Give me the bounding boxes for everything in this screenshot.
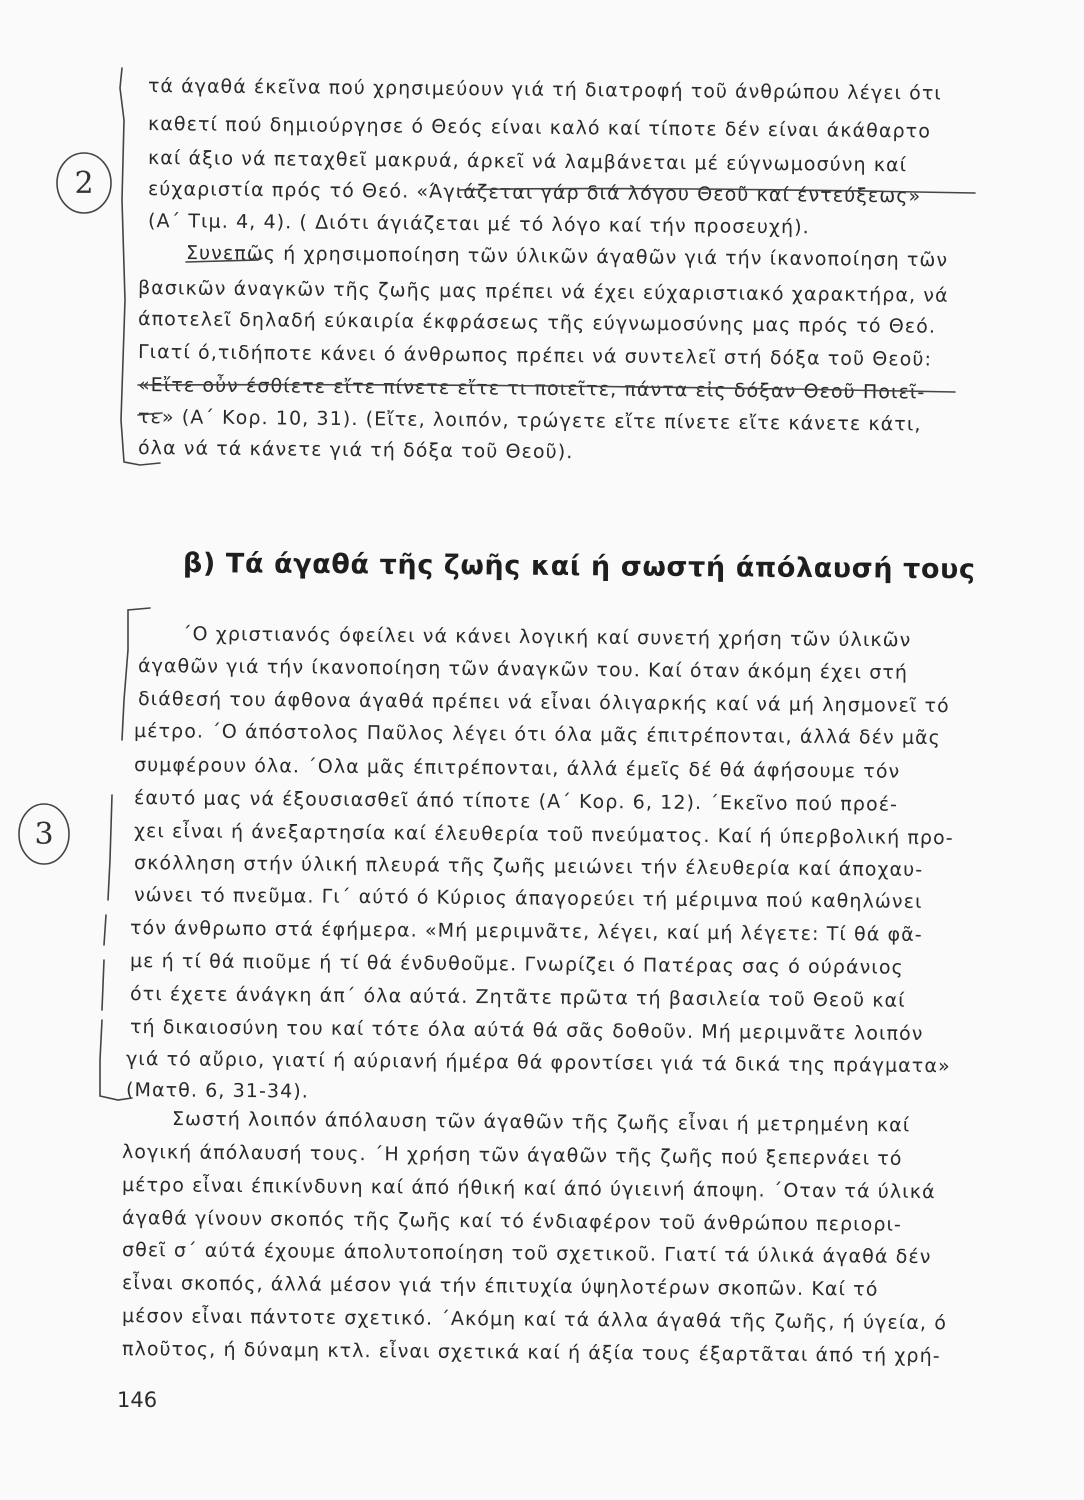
text-line: πλοῦτος, ή δύναμη κτλ. εἶναι σχετικά καί ή άξία τους έξαρτᾶται άπό τή χρή- xyxy=(121,1338,941,1368)
text-line: όλα νά τά κάνετε γιά τή δόξα τοῦ Θεοῦ). xyxy=(137,437,574,464)
text-line: σθεῖ σ΄ αύτά έχουμε άπολυτοποίηση τοῦ σχετικοῦ. Γιατί τά ύλικά άγαθά δέν xyxy=(121,1239,932,1269)
text-line: μέσον εἶναι πάντοτε σχετικό. ΄Ακόμη καί τά άλλα άγαθά τῆς ζωῆς, ή ύγεία, ό xyxy=(121,1305,948,1335)
text-line: άγαθῶν γιά τήν ίκανοποίηση τῶν άναγκῶν του. Καί όταν άκόμη έχει στή xyxy=(137,655,909,684)
text-line: εύχαριστία πρός τό Θεό. «Άγιάζεται γάρ διά λόγου Θεοῦ καί έντεύξεως» xyxy=(147,178,922,208)
text-line: νώνει τό πνεῦμα. Γι΄ αύτό ό Κύριος άπαγορεύει τή μέριμνα πού καθηλώνει xyxy=(133,884,923,913)
text-line: (Ματθ. 6, 31-34). xyxy=(125,1079,310,1103)
text-line: άποτελεῖ δηλαδή εύκαιρία έκφράσεως τῆς εύγνωμοσύνης μας πρός τό Θεό. xyxy=(137,308,937,338)
text-line: καί άξιο νά πεταχθεῖ μακρυά, άρκεῖ νά λαμβάνεται μέ εύγνωμοσύνη καί xyxy=(147,147,908,177)
text-line: μέτρο εἶναι έπικίνδυνη καί άπό ήθική καί άπό ύγιεινή άποψη. ΄Οταν τά ύλικά xyxy=(121,1174,936,1204)
text-line: τή δικαιοσύνη του καί τότε όλα αύτά θά σᾶς δοθοῦν. Μή μεριμνᾶτε λοιπόν xyxy=(129,1016,924,1045)
text-line: μέτρο. ΄Ο άπόστολος Παῦλος λέγει ότι όλα μᾶς έπιτρέπονται, άλλά δέν μᾶς xyxy=(133,720,942,750)
text-line: γιά τό αὔριο, γιατί ή αύριανή ήμέρα θά φροντίσει γιά τά δικά της πράγματα» xyxy=(125,1048,951,1078)
text-line: «Εἴτε οὖν έσθίετε εἴτε πίνετε εἴτε τι ποιεῖτε, πάντα εἰς δόξαν Θεοῦ Ποιεῖ- xyxy=(137,374,926,404)
margin-mark-2: 2 xyxy=(74,166,94,201)
margin-mark-3: 3 xyxy=(34,817,54,852)
text-line: με ή τί θά πιοῦμε ή τί θά ένδυθοῦμε. Γνωρίζει ό Πατέρας σας ό ούράνιος xyxy=(129,950,904,979)
text-line: διάθεσή του άφθονα άγαθά πρέπει νά εἶναι όλιγαρκής καί νά μή λησμονεῖ τό xyxy=(137,688,950,718)
text-line: τόν άνθρωπο στά έφήμερα. «Μή μεριμνᾶτε, λέγει, καί μή λέγετε: Τί θά φᾶ- xyxy=(129,917,923,946)
text-line: καθετί πού δημιούργησε ό Θεός είναι καλό καί τίποτε δέν είναι άκάθαρτο xyxy=(147,113,932,143)
text-line: τε» (Α΄ Κορ. 10, 31). (Εἴτε, λοιπόν, τρώγετε εἴτε πίνετε εἴτε κάνετε κάτι, xyxy=(137,406,922,436)
text-line: τά άγαθά έκεῖνα πού χρησιμεύουν γιά τή διατροφή τοῦ άνθρώπου λέγει ότι xyxy=(147,75,942,105)
text-line: έαυτό μας νά έξουσιασθεῖ άπό τίποτε (Α΄ Κορ. 6, 12). ΄Εκεῖνο πού προέ- xyxy=(133,787,899,816)
text-line: ότι έχετε άνάγκη άπ΄ όλα αύτά. Ζητᾶτε πρῶτα τή βασιλεία τοῦ Θεοῦ καί xyxy=(129,983,906,1012)
text-line: Γιατί ό,τιδήποτε κάνει ό άνθρωπος πρέπει νά συντελεῖ στή δόξα τοῦ Θεοῦ: xyxy=(137,341,933,371)
text-line: χει εἶναι ή άνεξαρτησία καί έλευθερία τοῦ πνεύματος. Καί ή ύπερβολική προ- xyxy=(133,820,954,850)
text-line: Συνεπῶς ή χρησιμοποίηση τῶν ύλικῶν άγαθῶν γιά τήν ίκανοποίηση τῶν xyxy=(185,242,949,272)
text-line: λογική άπόλαυσή τους. ΄Η χρήση τῶν άγαθῶν τῆς ζωῆς πού ξεπερνάει τό xyxy=(121,1141,903,1170)
text-line: σκόλληση στήν ύλική πλευρά τῆς ζωῆς μειώνει τήν έλευθερία καί άποχαυ- xyxy=(133,852,924,881)
text-line: βασικῶν άναγκῶν τῆς ζωῆς μας πρέπει νά έχει εύχαριστιακό χαρακτήρα, νά xyxy=(137,277,949,307)
section-heading: β) Τά άγαθά τῆς ζωῆς καί ή σωστή άπόλαυσή τους xyxy=(182,548,976,586)
text-line: εἶναι σκοπός, άλλά μέσον γιά τήν έπιτυχία ύψηλοτέρων σκοπῶν. Καί τό xyxy=(121,1272,879,1301)
text-line: (Α΄ Τιμ. 4, 4). ( Διότι άγιάζεται μέ τό λόγο καί τήν προσευχή). xyxy=(147,210,810,239)
text-line: ΄Ο χριστιανός όφείλει νά κάνει λογική καί συνετή χρήση τῶν ύλικῶν xyxy=(181,623,912,652)
text-line: συμφέρουν όλα. ΄Ολα μᾶς έπιτρέπονται, άλλά έμεῖς δέ θά άφήσουμε τόν xyxy=(133,754,901,783)
text-line: άγαθά γίνουν σκοπός τῆς ζωῆς καί τό ένδιαφέρον τοῦ άνθρώπου περιορι- xyxy=(121,1207,903,1236)
page-number: 146 xyxy=(117,1388,158,1412)
text-line: Σωστή λοιπόν άπόλαυση τῶν άγαθῶν τῆς ζωῆς εἶναι ή μετρημένη καί xyxy=(171,1108,911,1137)
